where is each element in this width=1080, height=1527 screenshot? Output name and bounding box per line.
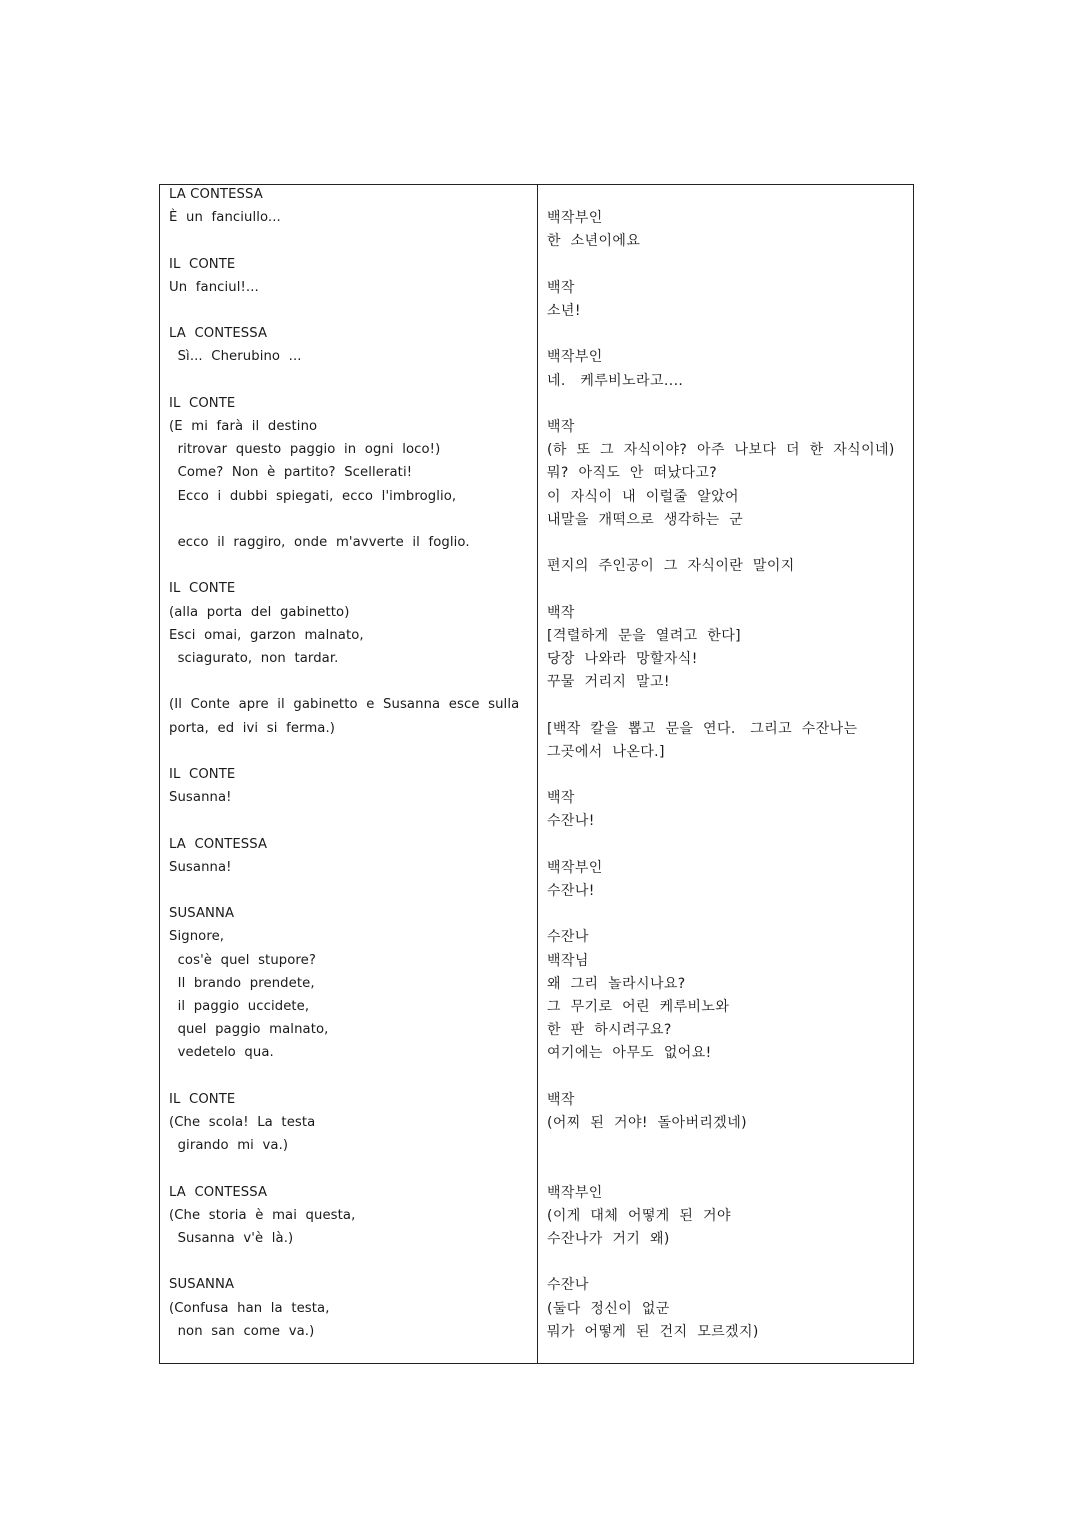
korean-line: 네. 케루비노라고.... [547,372,684,389]
korean-line: 백작부인 [547,859,603,876]
korean-line: 백작 [547,604,575,621]
korean-line: [백작 칼을 뽑고 문을 연다. 그리고 수잔나는 [547,720,858,737]
korean-line: 그곳에서 나온다.] [547,743,665,760]
korean-line: (둘다 정신이 없군 [547,1300,670,1317]
italian-line: il paggio uccidete, [169,999,310,1014]
korean-line: 내말을 개떡으로 생각하는 군 [547,511,744,528]
italian-line: Ecco i dubbi spiegati, ecco l'imbroglio, [169,488,457,504]
korean-line: 한 소년이에요 [547,233,641,250]
korean-line: 소년! [547,303,581,319]
korean-line: 수잔나! [547,813,595,830]
korean-line: 한 판 하시려구요? [547,1022,672,1039]
korean-line: 백작 [547,419,575,435]
italian-line: Sì... Cherubino ... [169,349,302,365]
italian-line: SUSANNA [169,1277,235,1293]
korean-line: 백작님 [547,952,589,969]
italian-line: ritrovar questo paggio in ogni loco!) [169,442,441,458]
italian-line: LA CONTESSA [169,1184,268,1200]
korean-line: 뭐가 어떻게 된 건지 모르겠지) [547,1323,759,1340]
korean-line: 이 자식이 내 이럴줄 알았어 [547,488,739,505]
korean-line: 백작부인 [547,210,603,227]
italian-line: IL CONTE [169,581,236,597]
korean-line: (하 또 그 자식이야? 아주 나보다 더 한 자식이네) [547,442,895,459]
italian-line: LA CONTESSA [169,326,268,342]
italian-line: IL CONTE [169,395,236,411]
korean-line: (어찌 된 거야! 돌아버리겠네) [547,1115,748,1131]
italian-line: porta, ed ivi si ferma.) [169,720,336,736]
italian-line: (Confusa han la testa, [169,1300,330,1316]
italian-line: girando mi va.) [169,1138,289,1154]
korean-line: 편지의 주인공이 그 자식이란 말이지 [547,558,795,575]
italian-line: IL CONTE [169,256,236,272]
korean-line: 백작부인 [547,1184,603,1201]
italian-line: (Che storia è mai questa, [169,1207,356,1223]
korean-line: 백작부인 [547,349,603,366]
italian-line: non san come va.) [169,1323,315,1339]
italian-line: cos'è quel stupore? [169,952,316,968]
column-divider [537,185,538,1363]
korean-line: 여기에는 아무도 없어요! [547,1045,712,1062]
korean-line: 수잔나 [547,1277,589,1294]
korean-line: (이게 대체 어떻게 된 거야 [547,1207,731,1224]
korean-line: 그 무기로 어린 케루비노와 [547,999,730,1015]
italian-line: Un fanciul!... [169,279,259,295]
italian-line: IL CONTE [169,767,236,782]
italian-line: vedetelo qua. [169,1045,274,1061]
korean-line: [격렬하게 문을 열려고 한다] [547,627,741,644]
korean-line: 당장 나와라 망할자식! [547,651,698,667]
italian-line: LA CONTESSA [169,836,268,852]
italian-line: LA CONTESSA [169,187,263,202]
italian-line: (Il Conte apre il gabinetto e Susanna esce sulla [169,697,520,713]
korean-line: 수잔나가 거기 왜) [547,1231,670,1247]
italian-line: Il brando prendete, [169,975,315,991]
italian-line: Susanna! [169,790,232,806]
korean-line: 수잔나 [547,929,589,946]
italian-line: SUSANNA [169,906,235,922]
korean-line: 수잔나! [547,883,595,899]
italian-line: ecco il raggiro, onde m'avverte il foglio. [169,535,470,550]
italian-line: Signore, [169,929,225,945]
italian-line: È un fanciullo... [169,210,281,226]
italian-line: Susanna v'è là.) [169,1231,294,1246]
italian-line: (alla porta del gabinetto) [169,604,350,620]
libretto-table [159,184,914,1364]
italian-line: IL CONTE [169,1091,236,1107]
italian-line: quel paggio malnato, [169,1022,329,1038]
korean-line: 왜 그리 놀라시나요? [547,975,686,992]
korean-line: 백작 [547,790,575,807]
italian-line: (Che scola! La testa [169,1115,316,1130]
italian-line: sciagurato, non tardar. [169,651,339,666]
italian-line: (E mi farà il destino [169,419,318,434]
italian-line: Esci omai, garzon malnato, [169,627,364,643]
korean-line: 꾸물 거리지 말고! [547,674,670,691]
korean-line: 백작 [547,279,575,296]
italian-line: Come? Non è partito? Scellerati! [169,465,413,481]
korean-line: 백작 [547,1091,575,1108]
korean-line: 뭐? 아직도 안 떠났다고? [547,465,718,482]
italian-line: Susanna! [169,859,232,875]
